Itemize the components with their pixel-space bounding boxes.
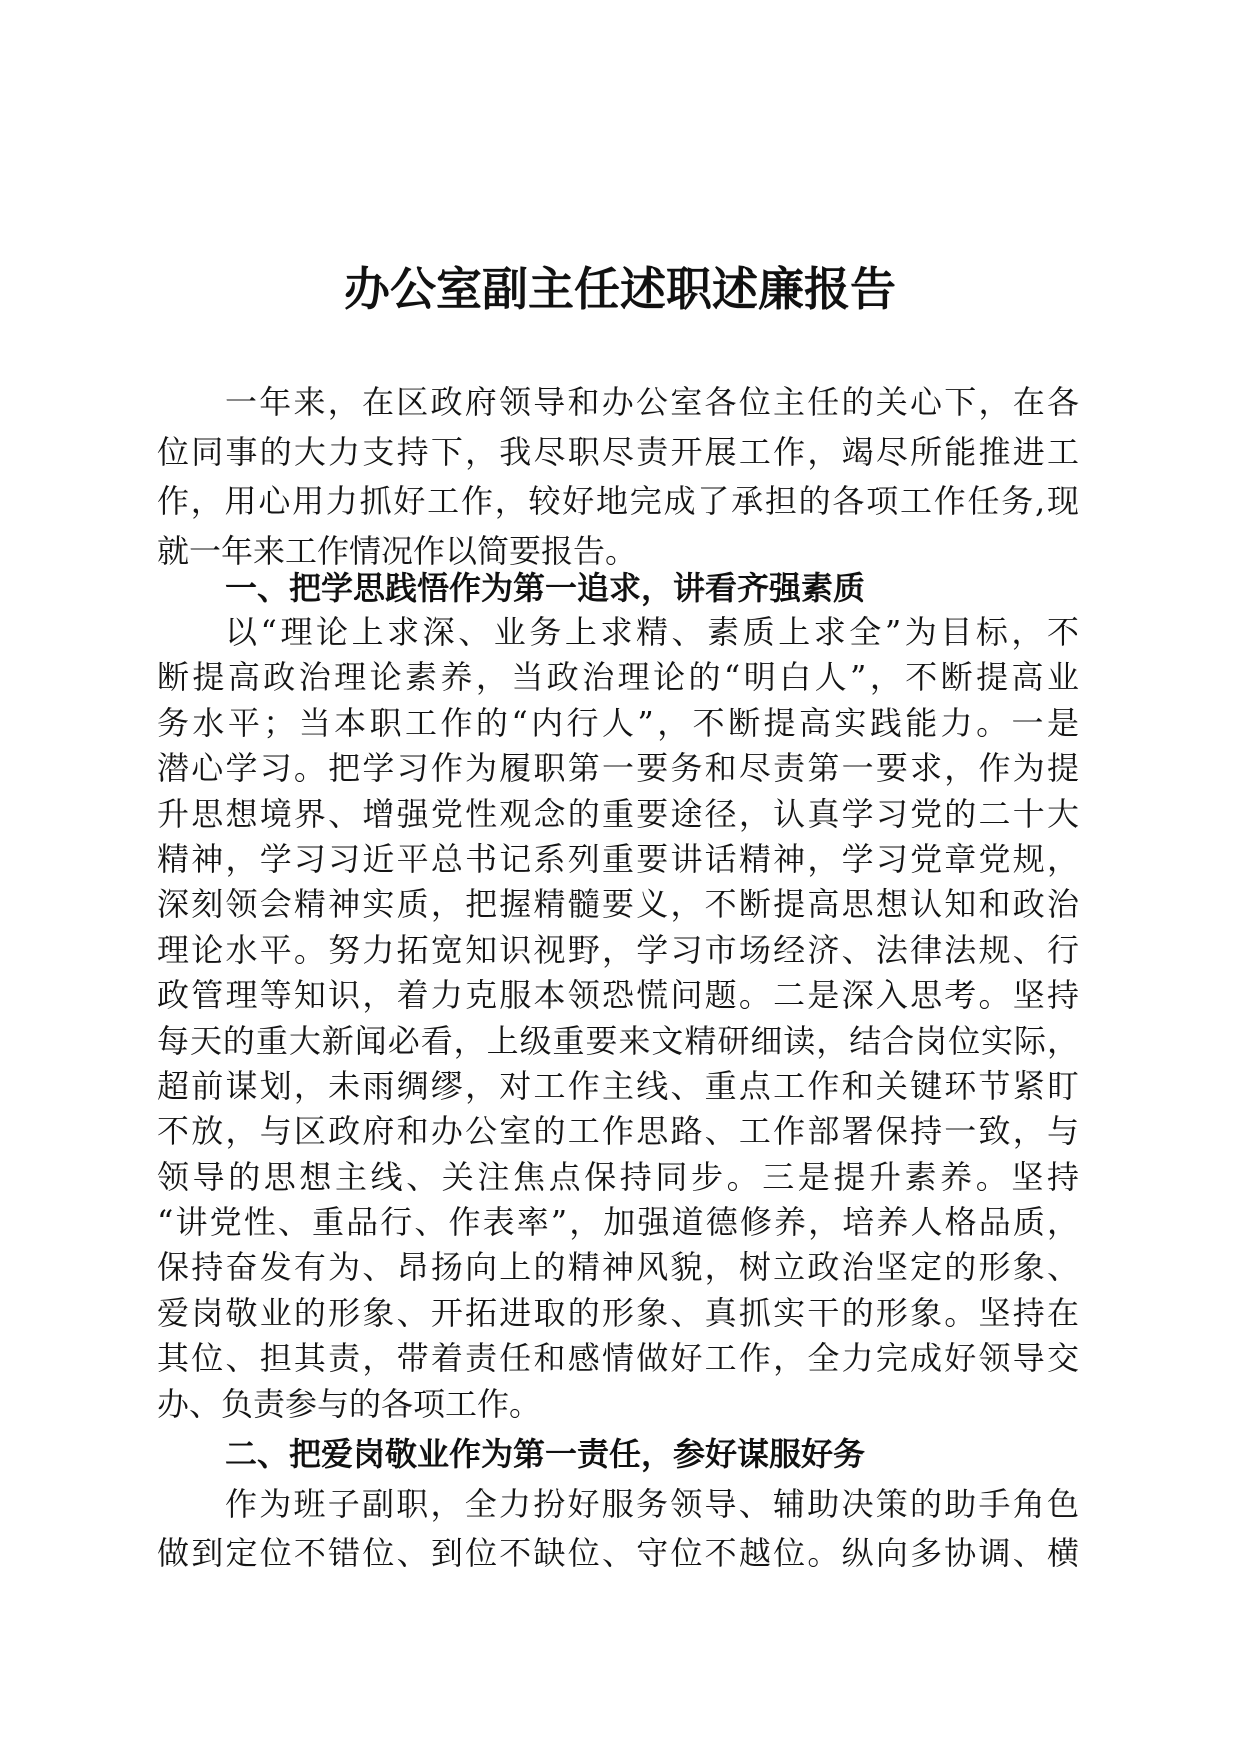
text-line: 爱岗敬业的形象、开拓进取的形象、真抓实干的形象。坚持在 — [157, 1293, 1079, 1332]
paragraph-intro — [157, 378, 1079, 576]
text-line: “讲党性、重品行、作表率”，加强道德修养，培养人格品质， — [157, 1203, 1079, 1242]
text-line: 以“理论上求深、业务上求精、素质上求全”为目标，不 — [225, 613, 1079, 651]
paragraph-section-2 — [157, 1480, 1079, 1578]
text-line: 其位、担其责，带着责任和感情做好工作，全力完成好领导交 — [157, 1339, 1079, 1378]
section-heading-1: 一、把学思践悟作为第一追求，讲看齐强素质 — [225, 569, 866, 607]
text-line: 潜心学习。把学习作为履职第一要务和尽责第一要求，作为提 — [157, 749, 1079, 788]
text-line: 作，用心用力抓好工作，较好地完成了承担的各项工作任务,现 — [157, 482, 1079, 520]
text-line: 升思想境界、增强党性观念的重要途径，认真学习党的二十大 — [157, 794, 1079, 833]
document-title: 办公室副主任述职述廉报告 — [344, 262, 896, 316]
text-line: 务水平；当本职工作的“内行人”，不断提高实践能力。一是 — [157, 703, 1079, 742]
paragraph-section-1 — [157, 610, 1079, 1427]
text-line: 精神，学习习近平总书记系列重要讲话精神，学习党章党规， — [157, 839, 1079, 878]
text-line: 政管理等知识，着力克服本领恐慌问题。二是深入思考。坚持 — [157, 976, 1079, 1015]
text-line: 领导的思想主线、关注焦点保持同步。三是提升素养。坚持 — [157, 1157, 1079, 1196]
text-line: 理论水平。努力拓宽知识视野，学习市场经济、法律法规、行 — [157, 930, 1079, 969]
text-line: 超前谋划，未雨绸缪，对工作主线、重点工作和关键环节紧盯 — [157, 1066, 1079, 1105]
text-line: 一年来，在区政府领导和办公室各位主任的关心下，在各 — [225, 383, 1079, 421]
text-line: 作为班子副职，全力扮好服务领导、辅助决策的助手角色 — [225, 1485, 1079, 1523]
text-line: 做到定位不错位、到位不缺位、守位不越位。纵向多协调、横 — [157, 1534, 1079, 1572]
text-line: 每天的重大新闻必看，上级重要来文精研细读，结合岗位实际， — [157, 1021, 1079, 1060]
text-line: 办、负责参与的各项工作。 — [157, 1384, 542, 1423]
text-line: 断提高政治理论素养，当政治理论的“明白人”，不断提高业 — [157, 658, 1079, 697]
text-line: 保持奋发有为、昂扬向上的精神风貌，树立政治坚定的形象、 — [157, 1248, 1079, 1287]
text-line: 不放，与区政府和办公室的工作思路、工作部署保持一致，与 — [157, 1112, 1079, 1151]
text-line: 就一年来工作情况作以简要报告。 — [157, 531, 638, 570]
section-heading-2: 二、把爱岗敬业作为第一责任，参好谋服好务 — [225, 1435, 866, 1473]
text-line: 深刻领会精神实质，把握精髓要义，不断提高思想认知和政治 — [157, 885, 1079, 924]
text-line: 位同事的大力支持下，我尽职尽责开展工作，竭尽所能推进工 — [157, 432, 1079, 471]
